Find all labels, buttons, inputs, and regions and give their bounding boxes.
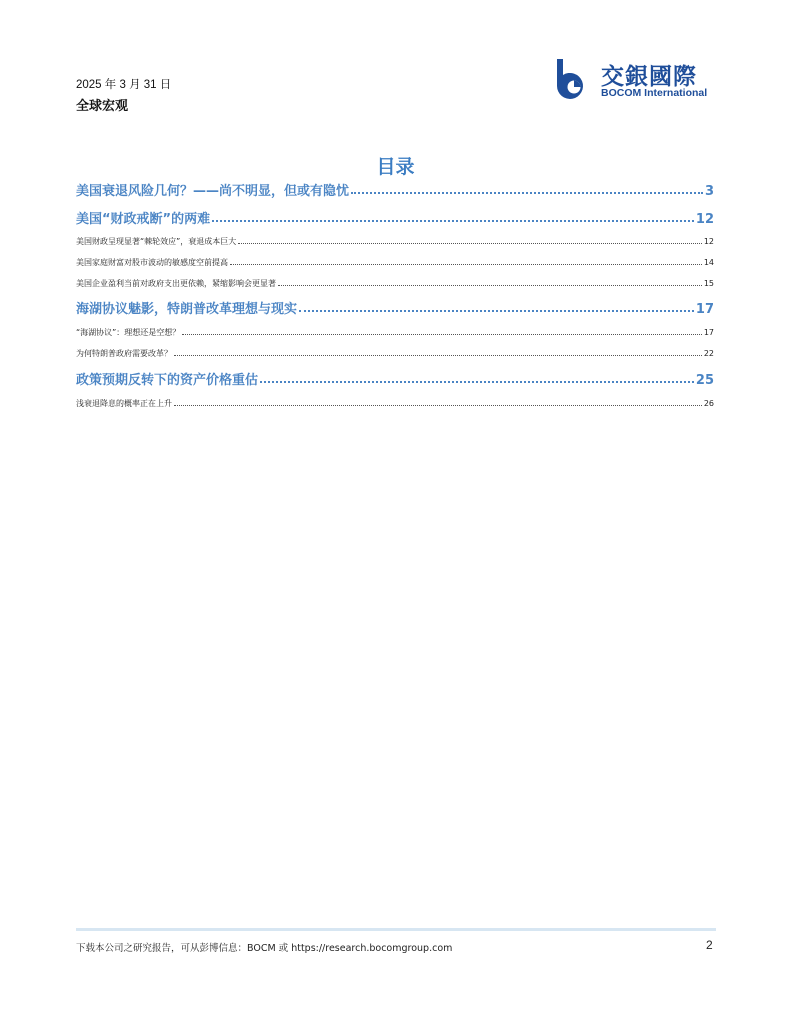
toc-entry-text: 为何特朗普政府需要改革？	[76, 349, 172, 358]
toc-entry-1[interactable]	[76, 180, 714, 199]
toc-entry-page: 17	[703, 328, 714, 337]
toc-entry-text: 美国财政呈现显著“棘轮效应”，衰退成本巨大	[76, 237, 237, 246]
toc-entry-page: 12	[703, 237, 714, 246]
footer-download-note: 下载本公司之研究报告，可从彭博信息：BOCM 或 https://research.bocomgroup.com	[76, 943, 453, 954]
toc-dot-leader	[238, 242, 702, 244]
toc-entry-text: 美国企业盈利当前对政府支出更依赖，紧缩影响会更显著	[76, 279, 276, 288]
toc-entry-3-2[interactable]	[76, 348, 714, 359]
toc-entry-3[interactable]	[76, 298, 714, 317]
toc-entry-4-1[interactable]	[76, 398, 714, 409]
toc-entry-2-3[interactable]	[76, 278, 714, 289]
toc-entry-page: 3	[704, 184, 714, 199]
toc-dot-leader	[174, 404, 702, 406]
toc-entry-4[interactable]	[76, 369, 714, 388]
footer-divider	[76, 928, 716, 931]
toc-entry-page: 22	[703, 349, 714, 358]
toc-entry-2[interactable]	[76, 208, 714, 227]
toc-dot-leader	[182, 333, 702, 335]
toc-dot-leader	[260, 380, 694, 383]
logo-english-name: BOCOM International	[601, 87, 708, 99]
page-number: 2	[706, 938, 713, 952]
report-date: 2025 年 3 月 31 日	[76, 79, 172, 91]
toc-dot-leader	[351, 191, 703, 194]
toc-entry-text: 海湖协议魅影，特朗普改革理想与现实	[76, 302, 298, 317]
toc-entry-text: 美国“财政戒断”的两难	[76, 212, 211, 227]
toc-title: 目录	[376, 156, 415, 178]
toc-entry-page: 15	[703, 279, 714, 288]
toc-dot-leader	[230, 263, 702, 265]
toc-entry-3-1[interactable]	[76, 327, 714, 338]
bocom-logo-icon	[553, 57, 591, 103]
logo-chinese-name: 交銀國際	[601, 64, 697, 90]
toc-entry-text: “海湖协议”：理想还是空想？	[76, 328, 181, 337]
toc-dot-leader	[212, 219, 694, 222]
toc-dot-leader	[174, 354, 702, 356]
toc-entry-text: 政策预期反转下的资产价格重估	[76, 373, 259, 388]
toc-dot-leader	[299, 309, 694, 312]
toc-entry-2-2[interactable]	[76, 257, 714, 268]
toc-dot-leader	[278, 284, 702, 286]
report-section: 全球宏观	[76, 99, 129, 114]
toc-entry-text: 美国衰退风险几何？——尚不明显，但或有隐忧	[76, 184, 350, 199]
toc-entry-page: 17	[695, 302, 714, 317]
bocom-logo	[553, 57, 723, 105]
toc-entry-page: 25	[695, 373, 714, 388]
toc-entry-page: 14	[703, 258, 714, 267]
toc-entry-text: 浅衰退降息的概率正在上升	[76, 399, 172, 408]
toc-entry-page: 26	[703, 399, 714, 408]
toc-entry-text: 美国家庭财富对股市波动的敏感度空前提高	[76, 258, 228, 267]
toc-entry-2-1[interactable]	[76, 236, 714, 247]
toc-entry-page: 12	[695, 212, 714, 227]
